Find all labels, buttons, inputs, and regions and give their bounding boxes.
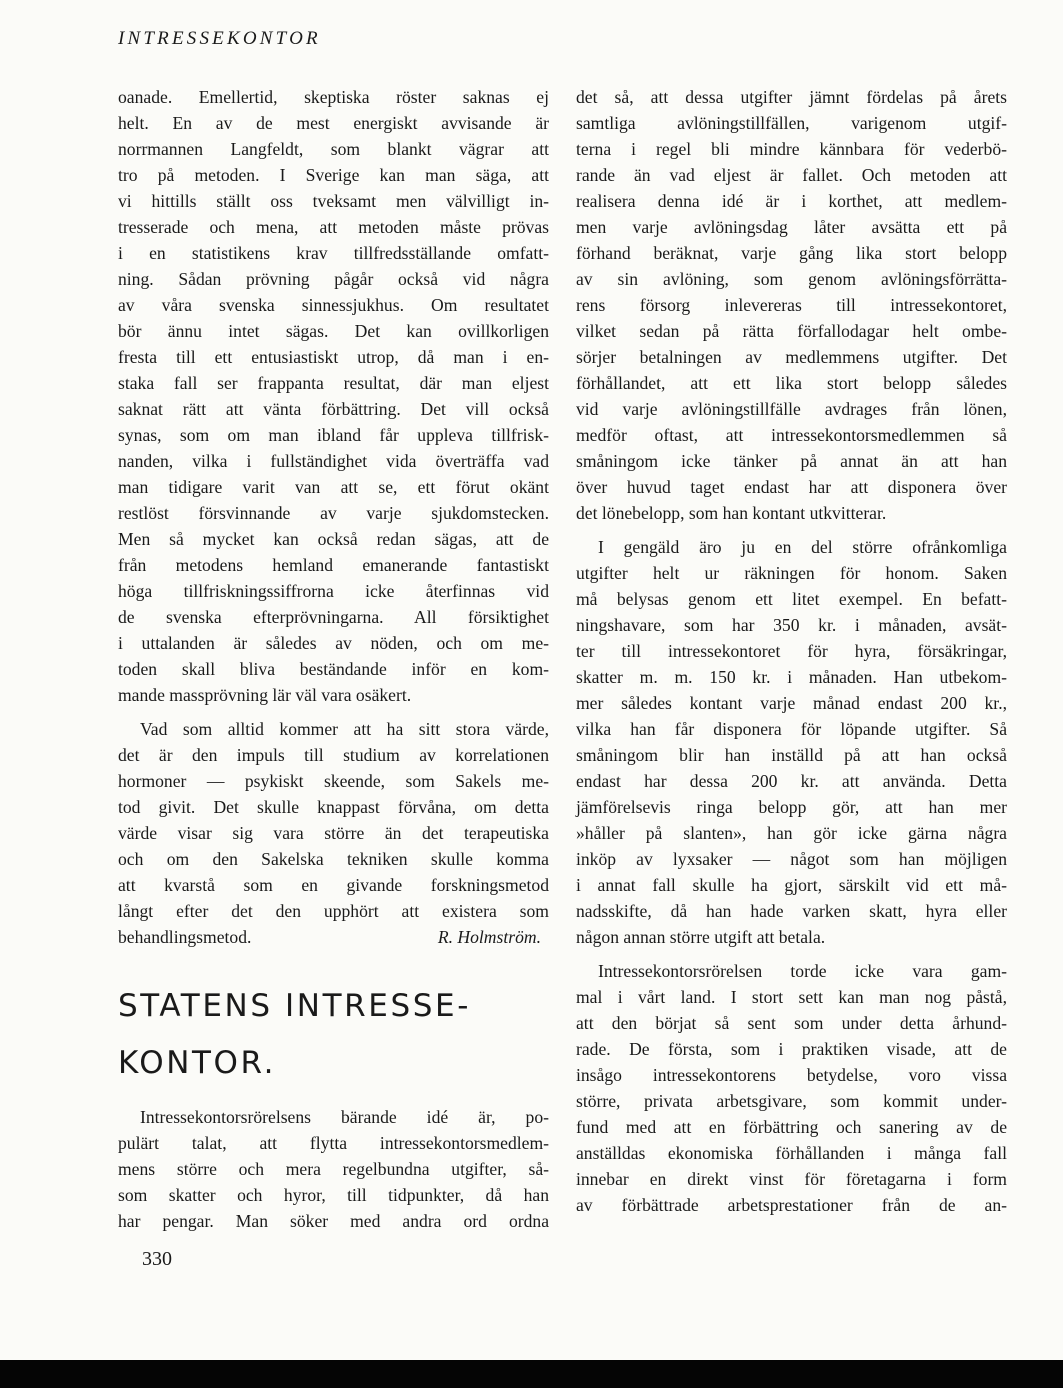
text-line: och om den Sakelska tekniken skulle komma xyxy=(118,849,549,869)
text-line: helt. En av de mest energiskt avvisande är xyxy=(118,113,549,133)
text-line: inköp av lyxsaker — något som han möjligen xyxy=(576,849,1007,869)
text-line: småningom blir han inställd på att han också xyxy=(576,745,1007,765)
text-line: mer således kontant varje månad endast 200 kr., xyxy=(576,693,1007,713)
text-line: större, privata arbetsgivare, som kommit under- xyxy=(576,1091,1007,1111)
right-column xyxy=(576,84,1007,1226)
text-line: oanade. Emellertid, skeptiska röster saknas ej xyxy=(118,87,549,107)
text-line: över huvud taget endast har att disponera över xyxy=(576,477,1007,497)
text-line: synas, som om man ibland får uppleva tillfrisk- xyxy=(118,425,549,445)
text-line: från metodens hemland emanerande fantastiskt xyxy=(118,555,549,575)
paragraph xyxy=(576,534,1007,950)
text-line: tresserade och mena, att metoden måste prövas xyxy=(118,217,549,237)
paragraph xyxy=(576,958,1007,1218)
text-line: fresta till ett entusiastiskt utrop, då man i en- xyxy=(118,347,549,367)
text-line: saknat rätt att vänta förbättring. Det vill också xyxy=(118,399,549,419)
text-line: Men så mycket kan också redan sägas, att de xyxy=(118,529,549,549)
text-line: det så, att dessa utgifter jämnt fördelas på årets xyxy=(576,87,1007,107)
text-line: nanden, vilka i fullständighet vida överträffa vad xyxy=(118,451,549,471)
text-line: »håller på slanten», han gör icke gärna några xyxy=(576,823,1007,843)
text-line: I gengäld äro ju en del större ofrånkomliga xyxy=(598,537,1007,557)
text-line: mal i vårt land. I stort sett kan man nog påstå, xyxy=(576,987,1007,1007)
text-line: samtliga avlöningstillfällen, varigenom utgif- xyxy=(576,113,1007,133)
text-line: av sin avlöning, som genom avlöningsförrätta- xyxy=(576,269,1007,289)
text-line: Vad som alltid kommer att ha sitt stora värde, xyxy=(140,719,549,739)
text-line: förhållandet, att ett lika stort belopp således xyxy=(576,373,1007,393)
text-line: vilka han får disponera för löpande utgifter. Så xyxy=(576,719,1007,739)
text-line: realisera denna idé är i korthet, att medlem- xyxy=(576,191,1007,211)
text-line: de svenska efterprövningarna. All försiktighet xyxy=(118,607,549,627)
text-line: som skatter och hyror, till tidpunkter, då han xyxy=(118,1185,549,1205)
text-line: man tidigare varit van att se, ett förut okänt xyxy=(118,477,549,497)
text-line: rande än vad eljest är fallet. Och metoden att xyxy=(576,165,1007,185)
text-line: terna i regel bli mindre kännbara för vederbö- xyxy=(576,139,1007,159)
text-line: tro på metoden. I Sverige kan man säga, att xyxy=(118,165,549,185)
text-line: har pengar. Man söker med andra ord ordna xyxy=(118,1211,549,1231)
text-line: vid varje avlöningstillfälle avdrages från lönen, xyxy=(576,399,1007,419)
text-line: nadsskifte, då han hade varken skatt, hyra eller xyxy=(576,901,1007,921)
text-line: rens försorg inlevereras till intressekontoret, xyxy=(576,295,1007,315)
left-column xyxy=(118,84,549,1242)
author-signature: R. Holmström. xyxy=(437,927,541,947)
signature-text: behandlingsmetod. xyxy=(118,927,252,947)
text-line: skatter m. m. 150 kr. i månaden. Han utbekom- xyxy=(576,667,1007,687)
text-line: mande massprövning lär väl vara osäkert. xyxy=(118,685,412,705)
text-line: utgifter helt ur räkningen för honom. Saken xyxy=(576,563,1007,583)
running-head: INTRESSEKONTOR xyxy=(118,28,321,49)
text-line: insågo intressekontorens betydelse, voro vissa xyxy=(576,1065,1007,1085)
text-line: men varje avlöningsdag låter avsätta ett på xyxy=(576,217,1007,237)
text-line: i annat fall skulle ha gjort, särskilt vid ett må- xyxy=(576,875,1007,895)
text-line: norrmannen Langfeldt, som blankt vägrar att xyxy=(118,139,549,159)
paragraph xyxy=(576,84,1007,526)
signature-line xyxy=(118,924,549,950)
text-line: av förbättrade arbetsprestationer från de an- xyxy=(576,1195,1007,1215)
text-line: det är den impuls till studium av korrelationen xyxy=(118,745,549,765)
text-line: att den börjat så sent som under detta århund- xyxy=(576,1013,1007,1033)
text-line: sörjer betalningen av medlemmens utgifter. Det xyxy=(576,347,1007,367)
text-line: värde visar sig vara större än det terapeutiska xyxy=(118,823,549,843)
text-line: ningshavare, som har 350 kr. i månaden, avsät- xyxy=(576,615,1007,635)
scan-border xyxy=(0,1360,1063,1388)
paragraph xyxy=(118,84,549,708)
paragraph xyxy=(118,716,549,924)
text-line: fund med att en förbättring och sanering av de xyxy=(576,1117,1007,1137)
text-line: toden skall bliva beständande inför en kom- xyxy=(118,659,549,679)
text-line: vilket sedan på rätta förfallodagar helt ombe- xyxy=(576,321,1007,341)
text-line: staka fall ser frappanta resultat, där man eljest xyxy=(118,373,549,393)
page-number: 330 xyxy=(142,1248,172,1270)
text-line: höga tillfriskningssiffrorna icke återfinnas vid xyxy=(118,581,549,601)
text-line: hormoner — psykiskt skeende, som Sakels me- xyxy=(118,771,549,791)
text-line: ning. Sådan prövning pågår också vid några xyxy=(118,269,549,289)
text-line: Intressekontorsrörelsens bärande idé är, po- xyxy=(140,1107,549,1127)
text-line: innebar en direkt vinst för företagarna i form xyxy=(576,1169,1007,1189)
paragraph xyxy=(118,1104,549,1234)
text-line: ter till intressekontoret för hyra, försäkringar, xyxy=(576,641,1007,661)
text-line: medför oftast, att intressekontorsmedlemmen så xyxy=(576,425,1007,445)
heading-line: STATENS INTRESSE- xyxy=(118,988,471,1024)
text-line: Intressekontorsrörelsen torde icke vara gam- xyxy=(598,961,1007,981)
text-line: mens större och mera regelbundna utgifter, så- xyxy=(118,1159,549,1179)
text-line: förhand beräknat, varje gång lika stort belopp xyxy=(576,243,1007,263)
text-line: vi hittills ställt oss tveksamt men välvilligt in- xyxy=(118,191,549,211)
text-line: småningom icke tänker på annat än att han xyxy=(576,451,1007,471)
text-line: bör ännu intet sägas. Det kan ovillkorligen xyxy=(118,321,549,341)
text-line: må belysas genom ett litet exempel. En befatt- xyxy=(576,589,1007,609)
text-line: anställdas ekonomiska förhållanden i många fall xyxy=(576,1143,1007,1163)
text-line: rade. De första, som i praktiken visade, att de xyxy=(576,1039,1007,1059)
text-line: i en statistikens krav tillfredsställande omfatt- xyxy=(118,243,549,263)
text-line: det lönebelopp, som han kontant utkvitterar. xyxy=(576,503,887,523)
text-line: att kvarstå som en givande forskningsmetod xyxy=(118,875,549,895)
text-line: jämförelsevis ringa belopp gör, att han mer xyxy=(576,797,1007,817)
text-line: långt efter det den upphört att existera som xyxy=(118,901,549,921)
text-line: i uttalanden är således av nöden, och om me- xyxy=(118,633,549,653)
text-line: av våra svenska sinnessjukhus. Om resultatet xyxy=(118,295,549,315)
text-line: restlöst försvinnande av varje sjukdomstecken. xyxy=(118,503,549,523)
text-line: pulärt talat, att flytta intressekontorsmedlem- xyxy=(118,1133,549,1153)
text-line: tod givit. Det skulle knappast förvåna, om detta xyxy=(118,797,549,817)
text-line: endast har dessa 200 kr. att använda. Detta xyxy=(576,771,1007,791)
article-heading xyxy=(118,978,549,1092)
text-line: någon annan större utgift att betala. xyxy=(576,927,826,947)
heading-line: KONTOR. xyxy=(118,1045,277,1081)
